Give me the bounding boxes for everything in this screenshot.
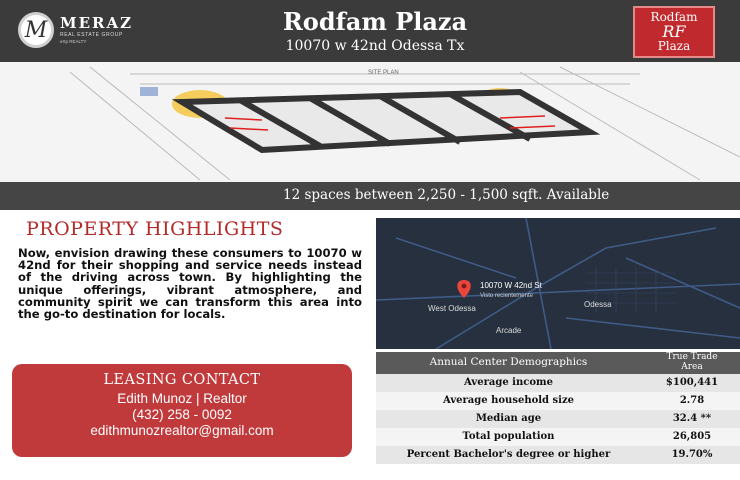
brand-line2: Plaza bbox=[657, 39, 691, 53]
table-row bbox=[376, 374, 740, 392]
row-label: Percent Bachelor's degree or higher bbox=[406, 449, 611, 460]
map-label-arcade: Arcade bbox=[496, 326, 522, 335]
agent-name: Edith Munoz | Realtor bbox=[117, 391, 247, 406]
header-right-line1: True Trade bbox=[666, 352, 718, 362]
site-plan-image bbox=[0, 62, 740, 182]
table-row bbox=[376, 392, 740, 410]
row-value: 32.4 ** bbox=[672, 413, 712, 424]
row-value: $100,441 bbox=[665, 377, 719, 388]
map-drawing bbox=[376, 218, 740, 349]
row-label: Median age bbox=[475, 413, 542, 424]
page-title: Rodfam Plaza bbox=[282, 7, 468, 36]
site-plan-label: SITE PLAN bbox=[368, 70, 399, 76]
row-value: 19.70% bbox=[671, 449, 713, 460]
brand-monogram: RF bbox=[662, 22, 686, 41]
row-value: 2.78 bbox=[679, 395, 705, 406]
demographics-header-left: Annual Center Demographics bbox=[429, 356, 588, 368]
table-row bbox=[376, 428, 740, 446]
highlights-body: Now, envision drawing these consumers to 10070 w 42nd for their shopping and service needs instead of the driving across town. By highlighting the unique offerings, vibrant atmosphere, and community spirit we can transform this area into the go-to destination for locals. bbox=[18, 246, 362, 322]
table-row bbox=[376, 410, 740, 428]
agent-phone[interactable]: (432) 258 - 0092 bbox=[132, 407, 232, 422]
row-label: Total population bbox=[462, 431, 555, 442]
logo-subtitle: REAL ESTATE GROUP bbox=[60, 32, 123, 38]
demographics-rows bbox=[376, 374, 740, 464]
header-right-line2: Area bbox=[681, 361, 703, 372]
map-pin-title: 10070 W 42nd St bbox=[480, 281, 542, 290]
logo-circle: M bbox=[18, 12, 54, 48]
location-map[interactable] bbox=[376, 218, 740, 349]
map-label-west-odessa: West Odessa bbox=[428, 304, 476, 313]
availability-banner bbox=[0, 182, 740, 210]
leasing-title: LEASING CONTACT bbox=[103, 372, 261, 388]
map-label-odessa: Odessa bbox=[584, 300, 612, 309]
leasing-contact-card bbox=[12, 364, 352, 457]
logo-name: MERAZ bbox=[60, 14, 134, 32]
demographics-header-right bbox=[644, 353, 740, 372]
demographics-header bbox=[376, 352, 740, 374]
meraz-logo bbox=[18, 10, 158, 50]
availability-text: 12 spaces between 2,250 - 1,500 sqft. Available bbox=[283, 187, 610, 203]
row-value: 26,805 bbox=[672, 431, 712, 442]
row-label: Average income bbox=[464, 377, 553, 388]
highlights-title: PROPERTY HIGHLIGHTS bbox=[26, 218, 284, 240]
site-plan-drawing bbox=[0, 62, 740, 182]
logo-tag: eXp REALTY bbox=[60, 39, 87, 44]
rodfam-plaza-logo bbox=[633, 6, 715, 58]
header-bar bbox=[0, 0, 740, 62]
demographics-table bbox=[376, 352, 740, 464]
property-address: 10070 w 42nd Odessa Tx bbox=[285, 38, 465, 54]
agent-email[interactable]: edithmunozrealtor@gmail.com bbox=[90, 423, 274, 438]
row-label: Average household size bbox=[443, 395, 574, 406]
table-row bbox=[376, 446, 740, 464]
brand-line1: Rodfam bbox=[650, 10, 698, 24]
map-pin-subtitle: Visto recientemente bbox=[480, 293, 533, 299]
